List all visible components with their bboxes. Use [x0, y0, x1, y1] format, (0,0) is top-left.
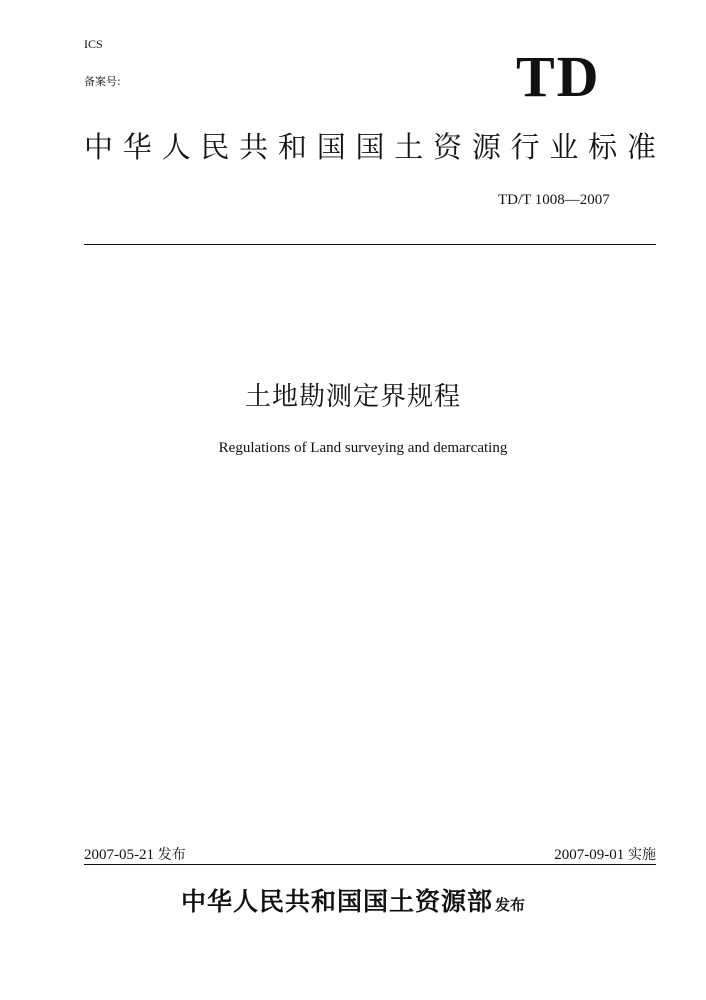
document-title: 土地勘测定界规程 — [244, 382, 461, 412]
standard-title-char: 行 — [510, 130, 540, 164]
publisher — [0, 882, 706, 918]
issue-date — [84, 844, 186, 864]
top-divider — [84, 244, 656, 245]
standard-title-char: 业 — [549, 130, 579, 164]
standard-title-char: 资 — [433, 130, 463, 164]
standard-title-char: 人 — [161, 130, 191, 164]
standard-title-char: 土 — [394, 130, 424, 164]
standard-title-char: 和 — [277, 130, 307, 164]
standard-title-char: 国 — [355, 130, 385, 164]
record-number-label: 备案号: — [84, 75, 121, 88]
implementation-date-value: 2007-09-01 — [554, 847, 625, 863]
standard-title-char: 国 — [316, 130, 346, 164]
standard-title-char: 共 — [239, 130, 269, 164]
td-logo: TD — [516, 44, 601, 109]
ics-label: ICS — [84, 37, 103, 51]
implementation-date — [554, 844, 656, 864]
standard-category-title — [84, 130, 656, 165]
standard-title-char: 华 — [122, 130, 152, 164]
standard-title-char: 标 — [588, 130, 618, 164]
standard-title-char: 源 — [471, 130, 501, 164]
standard-title-char: 准 — [626, 130, 656, 164]
standard-code: TD/T 1008—2007 — [498, 192, 610, 208]
implementation-date-label: 实施 — [628, 847, 656, 863]
bottom-divider — [84, 864, 656, 865]
issue-date-label: 发布 — [157, 847, 186, 863]
publisher-suffix: 发布 — [495, 896, 526, 914]
standard-title-char: 中 — [84, 130, 114, 164]
standard-title-char: 民 — [200, 130, 230, 164]
document-subtitle: Regulations of Land surveying and demarcating — [218, 440, 508, 456]
publisher-name: 中华人民共和国国土资源部 — [180, 887, 493, 916]
issue-date-value: 2007-05-21 — [84, 847, 154, 863]
